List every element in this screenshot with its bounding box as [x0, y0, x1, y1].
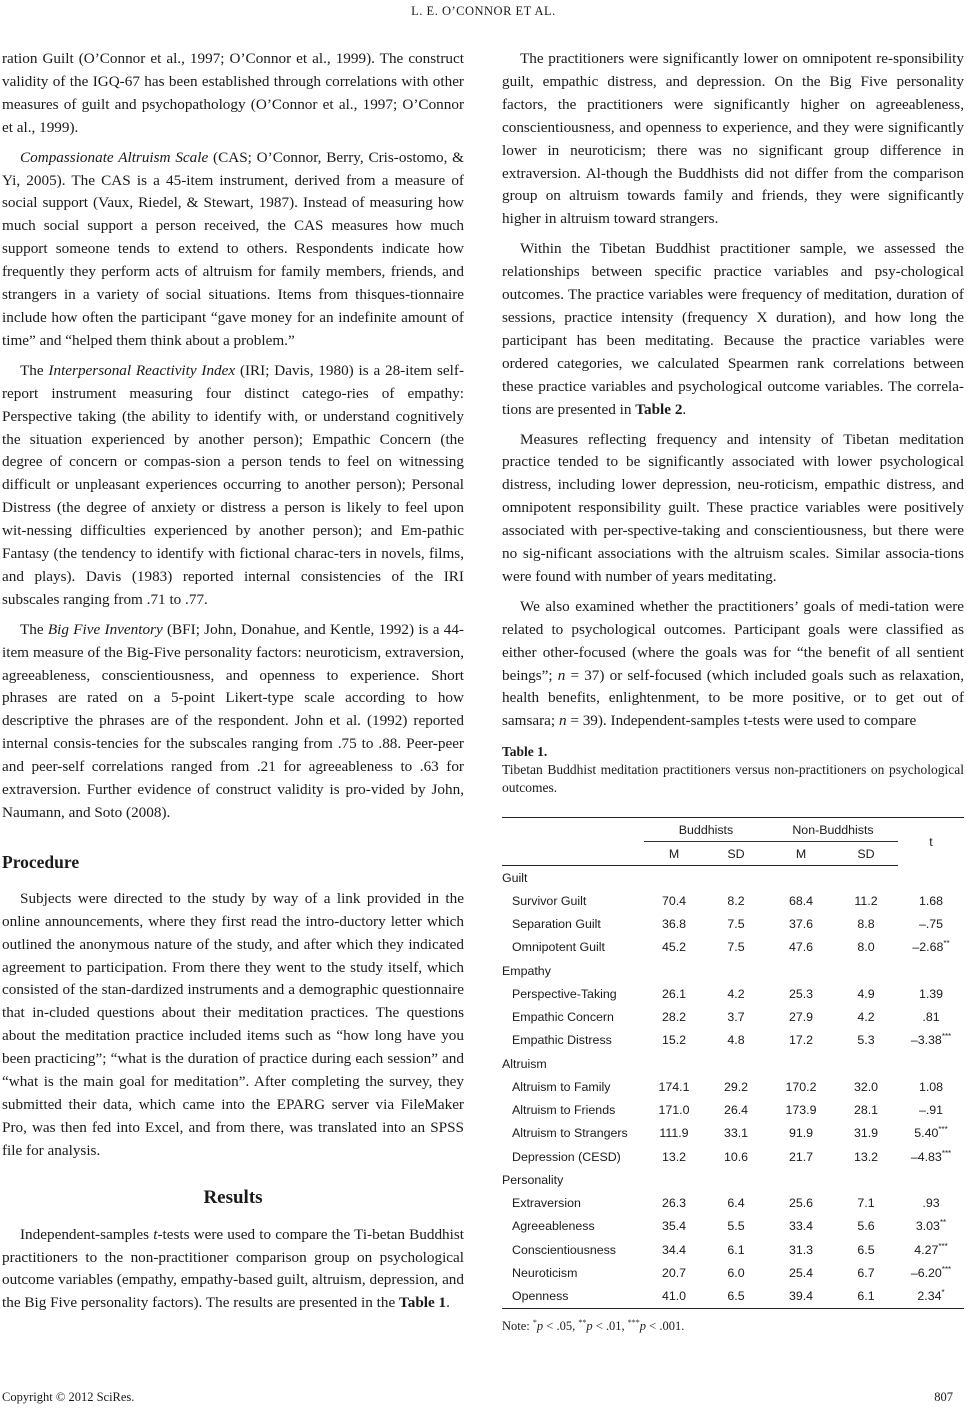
significance-marker: **: [943, 939, 950, 949]
cell-m-buddhists: 28.2: [661, 1010, 687, 1025]
cell-t: –.75: [918, 917, 944, 932]
cell-sd-buddhists: 3.7: [727, 1010, 745, 1025]
cell-sd-non-buddhists: 4.2: [857, 1010, 875, 1025]
cell-sd-non-buddhists: 6.7: [857, 1265, 875, 1280]
paragraph-practice-associations: Measures reflecting frequency and intensity of Tibetan meditation practice tended to be significantly associated with lower psychological distress, including lower depression, neu-roticism, empathic distress, and omnipotent responsibility guilt. These practice variables were positively associated with per-spective-taking and conscientiousness, but there were no sig-nificant associations with the altruism scales. Similar associa-tions were found with number of years meditating.: [502, 430, 964, 585]
cell-m-buddhists: 36.8: [661, 917, 687, 932]
header-sd-non-buddhists: SD: [834, 842, 898, 866]
cell-m-non-buddhists: 25.4: [788, 1265, 814, 1280]
cas-title: Compassionate Altruism Scale: [20, 148, 209, 166]
table-row: [502, 1029, 964, 1052]
significance-marker: ***: [941, 1148, 952, 1158]
cell-sd-buddhists: 6.0: [727, 1265, 745, 1280]
cell-sd-buddhists: 29.2: [723, 1079, 749, 1094]
cell-sd-non-buddhists: 32.0: [853, 1079, 879, 1094]
cell-t: –6.20***: [910, 1264, 952, 1280]
significance-marker: ***: [938, 1125, 948, 1135]
paragraph-meditation-goals: We also examined whether the practitioners’ goals of medi-tation were related to psychological outcomes. Participant goals were classified as either other-focused (where the goals was for “the benefit of all sentient beings”; n = 37) or self-focused (which included goals such as relaxation, health benefits, enlightenment, to be more positive, or to get out of samsara; n = 39). Independent-samples t-tests were used to compare: [502, 597, 964, 730]
cell-t: 5.40***: [914, 1125, 948, 1141]
cell-sd-buddhists: 10.6: [723, 1149, 749, 1164]
row-label: Perspective-Taking: [512, 986, 617, 1001]
row-label: Altruism to Strangers: [512, 1126, 628, 1141]
table-row: [502, 913, 964, 936]
header-buddhists: Buddhists: [644, 818, 768, 842]
cell-sd-buddhists: 26.4: [723, 1103, 749, 1118]
table-row: [502, 1099, 964, 1122]
cell-m-non-buddhists: 17.2: [788, 1033, 814, 1048]
cell-sd-buddhists: 8.2: [727, 893, 745, 908]
cell-m-buddhists: 174.1: [658, 1079, 690, 1094]
table1-note: Note: *p < .05, **p < .01, ***p < .001.: [502, 1317, 685, 1333]
table-row: [502, 1215, 964, 1238]
significance-marker: ***: [938, 1241, 948, 1251]
table-row: [502, 889, 964, 912]
table-category-row: [502, 866, 964, 890]
row-label: Empathic Distress: [512, 1033, 612, 1048]
cell-sd-non-buddhists: 13.2: [853, 1149, 879, 1164]
cell-m-non-buddhists: 21.7: [788, 1149, 814, 1164]
cell-sd-non-buddhists: 7.1: [857, 1196, 875, 1211]
table1-caption: Tibetan Buddhist meditation practitioners versus non-practitioners on psychological outcomes.: [502, 762, 964, 795]
table1: [502, 817, 964, 1309]
cell-m-non-buddhists: 170.2: [785, 1079, 817, 1094]
table-row: [502, 1122, 964, 1145]
cell-t: 1.08: [918, 1079, 944, 1094]
row-label: Conscientiousness: [512, 1242, 617, 1257]
cell-sd-non-buddhists: 5.6: [857, 1219, 875, 1234]
table-row: [502, 982, 964, 1005]
cell-m-buddhists: 13.2: [661, 1149, 687, 1164]
cell-m-buddhists: 35.4: [661, 1219, 687, 1234]
cell-m-non-buddhists: 25.6: [788, 1196, 814, 1211]
cell-sd-non-buddhists: 8.8: [857, 917, 875, 932]
cell-sd-non-buddhists: 4.9: [857, 986, 875, 1001]
category-label: Empathy: [502, 963, 551, 978]
results-heading: Results: [203, 1186, 263, 1208]
table1-block: [502, 743, 964, 1334]
table-row: [502, 1006, 964, 1029]
row-label: Openness: [502, 1285, 644, 1309]
cell-sd-buddhists: 4.8: [727, 1033, 745, 1048]
cell-sd-buddhists: 7.5: [727, 917, 745, 932]
cell-m-buddhists: 45.2: [661, 940, 687, 955]
header-m-buddhists: M: [644, 842, 704, 866]
cell-sd-non-buddhists: 8.0: [857, 940, 875, 955]
row-label: Survivor Guilt: [512, 893, 587, 908]
category-label: Altruism: [502, 1056, 547, 1071]
iri-title: Interpersonal Reactivity Index: [48, 361, 236, 379]
cell-t: –2.68**: [912, 939, 950, 955]
table-category-row: [502, 1052, 964, 1075]
table-category-row: [502, 1168, 964, 1191]
row-label: Omnipotent Guilt: [512, 940, 605, 955]
significance-marker: **: [939, 1218, 947, 1228]
cell-sd-buddhists: 7.5: [727, 940, 745, 955]
significance-marker: ***: [941, 1032, 952, 1042]
cell-m-non-buddhists: 91.9: [788, 1126, 814, 1141]
header-m-non-buddhists: M: [768, 842, 834, 866]
row-label: Extraversion: [512, 1196, 581, 1211]
cell-t: .81: [922, 1010, 940, 1025]
table1-reference: Table 1: [399, 1294, 447, 1312]
cell-sd-non-buddhists: 28.1: [853, 1103, 879, 1118]
cell-m-buddhists: 26.3: [661, 1196, 687, 1211]
cell-m-non-buddhists: 31.3: [788, 1242, 814, 1257]
table-row: [502, 1285, 964, 1309]
table-row: [502, 1145, 964, 1168]
left-column: [2, 48, 464, 1322]
cell-t: –3.38***: [910, 1032, 952, 1048]
table-row: [502, 936, 964, 959]
paragraph-procedure: Subjects were directed to the study by way of a link provided in the online announcements, where they first read the intro-ductory letter which outlined the anonymous nature of the study, and after which they indicated agreement to participation. From there they went to the study itself, which consisted of the stan-dardized instruments and a demographic questionnaire that in-cluded questions about their meditation practices. The questions about the meditation practice included items such as “how long have you been practicing”; “what is the duration of practice during each session” and “what is the main goal for meditation”. After completing the survey, they submitted their data, which came into the EPARG server via FileMaker Pro, was then fed into Excel, and from there, was translated into an SPSS file for analysis.: [2, 889, 464, 1159]
header-sd-buddhists: SD: [704, 842, 768, 866]
cell-sd-non-buddhists: 11.2: [854, 893, 878, 908]
cell-sd-non-buddhists: 5.3: [857, 1033, 875, 1048]
cell-m-non-buddhists: 68.4: [788, 893, 814, 908]
category-label: Personality: [502, 1172, 564, 1187]
cell-m-non-buddhists: 37.6: [788, 917, 814, 932]
cell-t: 1.68: [918, 893, 944, 908]
table2-reference: Table 2: [635, 400, 683, 418]
cell-t: 3.03**: [915, 1218, 947, 1234]
cell-m-buddhists: 26.1: [661, 986, 687, 1001]
paragraph-iri: The Interpersonal Reactivity Index (IRI; Davis, 1980) is a 28-item self-report instrument measuring four distinct catego-ries of empathy: Perspective taking (the ability to identify with, or understand cognitively the situation experienced by another person); Empathic Concern (the degree of concern or compas-sion a person tends to feel on witnessing difficult or unpleasant experiences occurring to another person); Personal Distress (the degree of anxiety or distress a person is likely to feel upon wit-nessing difficulties experienced by another person); and Em-pathic Fantasy (the tendency to identify with fictional charac-ters in novels, films, and plays). Davis (1983) reported internal consistencies of the IRI subscales ranging from .71 to .77.: [2, 361, 464, 608]
cell-sd-buddhists: 6.4: [727, 1196, 745, 1211]
significance-marker: ***: [941, 1264, 952, 1274]
right-column: [502, 48, 964, 740]
paragraph-cas: Compassionate Altruism Scale (CAS; O’Connor, Berry, Cris-ostomo, & Yi, 2005). The CAS is a 45-item instrument, derived from a measure of social support (Vaux, Riedel, & Stewart, 1987). Instead of measuring how much social support a person received, the CAS measures how much support someone tends to extend to others. Respondents indicate how frequently they perform acts of altruism for family members, friends, and strangers in a variety of social situations. Items from thisques-tionnaire include how often the participant “gave money for an indefinite amount of time” and “helped them think about a problem.”: [2, 148, 464, 349]
paragraph-practice-variables: Within the Tibetan Buddhist practitioner sample, we assessed the relationships between specific practice variables and psy-chological outcomes. The practice variables were frequency of meditation, duration of sessions, practice intensity (frequency X duration), and how long the participant has been meditating. Because the practice variables were ordered categories, we calculated Spearmen rank correlations between these practice variables and psychological outcome variables. The correla-tions are presented in Table 2.: [502, 240, 964, 418]
cell-sd-buddhists: 6.5: [704, 1285, 768, 1309]
table-row: [502, 1238, 964, 1261]
cell-t: 4.27***: [914, 1241, 948, 1257]
cell-m-non-buddhists: 25.3: [788, 986, 814, 1001]
page-number: 807: [934, 1390, 953, 1404]
cell-sd-non-buddhists: 31.9: [853, 1126, 879, 1141]
paragraph-results-intro: Independent-samples t-tests were used to compare the Ti-betan Buddhist practitioners to the non-practitioner comparison group on psychological outcome variables (empathy, empathy-based guilt, altruism, depression, and the Big Five personality factors). The results are presented in the Table 1.: [2, 1225, 464, 1312]
cell-m-buddhists: 111.9: [659, 1126, 689, 1141]
cell-m-non-buddhists: 173.9: [785, 1103, 817, 1118]
cell-sd-buddhists: 33.1: [723, 1126, 749, 1141]
row-label: Empathic Concern: [512, 1010, 614, 1025]
cell-sd-buddhists: 5.5: [727, 1219, 745, 1234]
table-row: [502, 1261, 964, 1284]
row-label: Neuroticism: [512, 1265, 578, 1280]
significance-marker: *: [941, 1288, 945, 1297]
cell-m-buddhists: 15.2: [661, 1033, 687, 1048]
table1-body: [502, 866, 964, 1309]
cell-sd-non-buddhists: 6.5: [857, 1242, 875, 1257]
row-label: Separation Guilt: [512, 917, 601, 932]
header-t: t: [898, 818, 964, 866]
cell-m-non-buddhists: 39.4: [768, 1285, 834, 1309]
table1-label: Table 1.: [502, 744, 548, 759]
cell-m-non-buddhists: 27.9: [788, 1010, 814, 1025]
cell-m-buddhists: 41.0: [644, 1285, 704, 1309]
cell-m-non-buddhists: 47.6: [788, 940, 814, 955]
paragraph-group-differences: The practitioners were significantly lower on omnipotent re-sponsibility guilt, empathic distress, and depression. On the Big Five personality factors, the practitioners were significantly higher on agreeableness, conscientiousness, and openness to experience, and they were significantly lower in neuroticism; there was no significant group difference in extraversion. Al-though the Buddhists did not differ from the comparison group on altruism towards family and friends, they were significantly higher in altruism toward strangers.: [502, 50, 964, 228]
header-non-buddhists: Non-Buddhists: [768, 818, 898, 842]
cell-sd-non-buddhists: 6.1: [834, 1285, 898, 1309]
paragraph-bfi: The Big Five Inventory (BFI; John, Donahue, and Kentle, 1992) is a 44-item measure of the Big-Five personality factors: neuroticism, extraversion, agreeableness, conscientiousness, and openness to experience. Short phrases are rated on a 5-point Likert-type scale according to how descriptive the phrases are of the respondent. John et al. (1992) reported internal consis-tencies for the subscales ranging from .75 to .88. Peer-peer and peer-self correlations ranged from .21 for agreeableness to .63 for extraversion. Further evidence of construct validity is pro-vided by John, Naumann, and Soto (2008).: [2, 620, 464, 821]
table-row: [502, 1192, 964, 1215]
cell-m-non-buddhists: 33.4: [788, 1219, 814, 1234]
cell-t: 2.34*: [898, 1285, 964, 1309]
cell-sd-buddhists: 6.1: [727, 1242, 745, 1257]
cell-t: 1.39: [918, 986, 944, 1001]
table-row: [502, 1075, 964, 1098]
category-label: Guilt: [502, 870, 528, 885]
row-label: Altruism to Family: [512, 1079, 611, 1094]
cell-t: –4.83***: [910, 1148, 952, 1164]
cell-t: .93: [922, 1196, 940, 1211]
cell-sd-buddhists: 4.2: [727, 986, 745, 1001]
copyright-footer: Copyright © 2012 SciRes.: [2, 1390, 135, 1404]
cell-t: –.91: [918, 1103, 944, 1118]
procedure-heading: Procedure: [2, 851, 80, 872]
table-category-row: [502, 959, 964, 982]
row-label: Depression (CESD): [512, 1149, 621, 1164]
cell-m-buddhists: 20.7: [661, 1265, 687, 1280]
row-label: Agreeableness: [512, 1219, 595, 1234]
bfi-title: Big Five Inventory: [47, 620, 163, 638]
cell-m-buddhists: 70.4: [661, 893, 687, 908]
paragraph-guilt-validity: ration Guilt (O’Connor et al., 1997; O’Connor et al., 1999). The construct validity of the IGQ-67 has been established through correlations with other measures of guilt and psychopathology (O’Connor et al., 1997; O’Connor et al., 1999).: [2, 50, 464, 136]
row-label: Altruism to Friends: [512, 1103, 616, 1118]
cell-m-buddhists: 171.0: [658, 1103, 690, 1118]
running-head: L. E. O’CONNOR ET AL.: [411, 4, 556, 18]
cell-m-buddhists: 34.4: [661, 1242, 687, 1257]
